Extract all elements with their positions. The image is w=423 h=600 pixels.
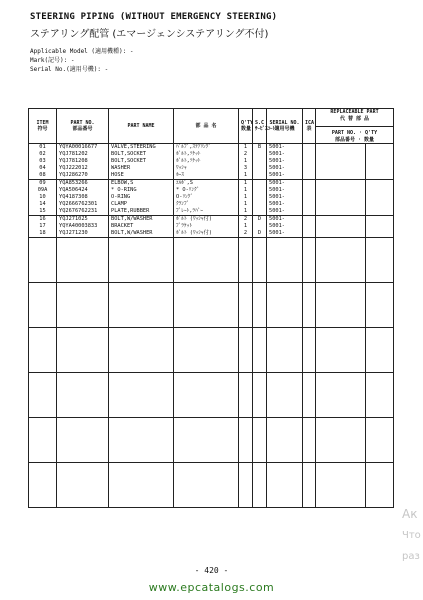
cell-serial-no: 5001- (267, 151, 303, 158)
empty-cell (57, 238, 109, 283)
empty-cell (29, 283, 57, 328)
cell-ica (303, 223, 316, 230)
empty-cell (366, 418, 394, 463)
empty-cell (303, 328, 316, 373)
empty-cell (109, 328, 174, 373)
empty-cell (316, 238, 366, 283)
cell-item: 14 (29, 201, 57, 208)
cell-serial-no: 5001- (267, 187, 303, 194)
header-replaceable-part: REPLACEABLE PART 代 替 部 品 PART NO. · Q'TY 部品番号 · 数量 (316, 109, 394, 144)
overlay-text-3: раз (402, 551, 420, 562)
cell-sc (253, 158, 267, 165)
cell-sc (253, 223, 267, 230)
empty-cell (267, 463, 303, 508)
empty-cell (316, 418, 366, 463)
cell-rp-qty (366, 165, 394, 172)
cell-ica (303, 180, 316, 188)
cell-ica (303, 172, 316, 180)
empty-cell (239, 238, 253, 283)
cell-sc (253, 208, 267, 216)
table-row (29, 151, 394, 158)
cell-part-name-jp: ﾎﾞﾙﾄ,ｿｹｯﾄ (174, 158, 239, 165)
empty-cell (366, 328, 394, 373)
empty-cell (366, 373, 394, 418)
parts-table (28, 108, 394, 508)
empty-cell (366, 238, 394, 283)
replaceable-subheader: PART NO. · Q'TY 部品番号 · 数量 (316, 126, 393, 143)
cell-rp-qty (366, 223, 394, 230)
cell-qty: 1 (239, 187, 253, 194)
cell-rp-part-no (316, 201, 366, 208)
cell-qty: 2 (239, 230, 253, 238)
empty-cell (109, 373, 174, 418)
cell-item: 09A (29, 187, 57, 194)
cell-part-name: PLATE,RUBBER (109, 208, 174, 216)
empty-cell (239, 283, 253, 328)
cell-rp-qty (366, 216, 394, 224)
empty-cell (267, 328, 303, 373)
empty-cell (57, 328, 109, 373)
cell-serial-no: 5001- (267, 144, 303, 152)
cell-part-name: CLAMP (109, 201, 174, 208)
cell-part-no: YQ2666762301 (57, 201, 109, 208)
empty-cell (29, 373, 57, 418)
empty-cell (253, 418, 267, 463)
cell-part-no: YQYA00016677 (57, 144, 109, 152)
cell-sc (253, 201, 267, 208)
cell-part-no: YQJ271025 (57, 216, 109, 224)
table-row (29, 201, 394, 208)
cell-item: 09 (29, 180, 57, 188)
cell-part-no: YQA853266 (57, 180, 109, 188)
empty-cell (316, 328, 366, 373)
table-row (29, 230, 394, 238)
cell-rp-part-no (316, 194, 366, 201)
cell-rp-qty (366, 158, 394, 165)
cell-part-name: * O-RING (109, 187, 174, 194)
empty-row-block (29, 418, 394, 463)
header-serial-no: SERIAL NO. 適用号機 (267, 109, 303, 144)
cell-serial-no: 5001- (267, 194, 303, 201)
cell-rp-qty (366, 208, 394, 216)
cell-sc (253, 151, 267, 158)
empty-cell (239, 328, 253, 373)
empty-cell (303, 283, 316, 328)
cell-sc (253, 165, 267, 172)
cell-serial-no: 5001- (267, 172, 303, 180)
cell-part-name: BOLT,W/WASHER (109, 230, 174, 238)
cell-ica (303, 187, 316, 194)
empty-cell (303, 373, 316, 418)
cell-part-name-jp: O-ﾘﾝｸﾞ (174, 194, 239, 201)
empty-cell (29, 328, 57, 373)
empty-cell (174, 283, 239, 328)
cell-qty: 1 (239, 201, 253, 208)
cell-part-name: VALVE,STEERING (109, 144, 174, 152)
cell-part-no: YQJ222012 (57, 165, 109, 172)
cell-rp-qty (366, 180, 394, 188)
cell-qty: 1 (239, 194, 253, 201)
cell-part-name-jp: ﾌﾞﾗｹｯﾄ (174, 223, 239, 230)
empty-cell (253, 238, 267, 283)
cell-sc (253, 172, 267, 180)
cell-item: 16 (29, 216, 57, 224)
overlay-text-2: Что (402, 530, 421, 541)
cell-part-no: YQ2676762231 (57, 208, 109, 216)
table-row (29, 158, 394, 165)
cell-rp-qty (366, 144, 394, 152)
cell-serial-no: 5001- (267, 230, 303, 238)
cell-part-name-jp: ﾎﾞﾙﾄ,ｿｹｯﾄ (174, 151, 239, 158)
header-item: ITEM 符号 (29, 109, 57, 144)
empty-cell (109, 238, 174, 283)
cell-part-name-jp: ﾎｰｽ (174, 172, 239, 180)
empty-cell (303, 238, 316, 283)
cell-item: 10 (29, 194, 57, 201)
empty-cell (109, 418, 174, 463)
cell-rp-part-no (316, 144, 366, 152)
empty-cell (57, 373, 109, 418)
empty-cell (174, 463, 239, 508)
cell-sc (253, 180, 267, 188)
cell-part-name: BOLT,SOCKET (109, 151, 174, 158)
cell-rp-part-no (316, 223, 366, 230)
empty-cell (239, 373, 253, 418)
empty-cell (267, 238, 303, 283)
cell-sc (253, 187, 267, 194)
cell-part-name: BRACKET (109, 223, 174, 230)
cell-part-name: BOLT,SOCKET (109, 158, 174, 165)
cell-part-name-jp: ﾎﾞﾙﾄ (ﾜｯｼｬ付) (174, 216, 239, 224)
overlay-text-1: Ак (402, 507, 418, 521)
empty-cell (253, 373, 267, 418)
cell-ica (303, 144, 316, 152)
empty-cell (316, 463, 366, 508)
empty-cell (109, 283, 174, 328)
cell-part-name: WASHER (109, 165, 174, 172)
cell-sc (253, 194, 267, 201)
page-title-japanese: ステアリング配管 (エマージェンシステアリング不付) (30, 29, 269, 40)
cell-qty: 1 (239, 180, 253, 188)
cell-rp-part-no (316, 216, 366, 224)
empty-cell (267, 283, 303, 328)
cell-part-name-jp: * O-ﾘﾝｸﾞ (174, 187, 239, 194)
header-ica: ICA 表 (303, 109, 316, 144)
cell-ica (303, 216, 316, 224)
page-title: STEERING PIPING (WITHOUT EMERGENCY STEERING) (30, 12, 278, 22)
empty-row-block (29, 328, 394, 373)
empty-cell (303, 418, 316, 463)
cell-part-name-jp: ﾜｯｼｬ (174, 165, 239, 172)
cell-item: 04 (29, 165, 57, 172)
cell-rp-qty (366, 151, 394, 158)
header-sc: S.C ｻｰﾋﾞｽｺｰﾄﾞ (253, 109, 267, 144)
cell-part-name: HOSE (109, 172, 174, 180)
cell-rp-part-no (316, 208, 366, 216)
empty-cell (57, 418, 109, 463)
cell-part-no: YQJ271230 (57, 230, 109, 238)
cell-part-no: YQ4187308 (57, 194, 109, 201)
cell-part-name-jp: ﾊﾞﾙﾌﾞ,ｽﾃｱﾘﾝｸﾞ (174, 144, 239, 152)
table-row (29, 223, 394, 230)
cell-serial-no: 5001- (267, 223, 303, 230)
cell-serial-no: 5001- (267, 180, 303, 188)
empty-cell (57, 283, 109, 328)
cell-ica (303, 151, 316, 158)
cell-rp-qty (366, 194, 394, 201)
empty-cell (29, 463, 57, 508)
cell-qty: 2 (239, 151, 253, 158)
cell-item: 02 (29, 151, 57, 158)
cell-part-name: BOLT,W/WASHER (109, 216, 174, 224)
empty-row-block (29, 373, 394, 418)
cell-part-name: ELBOW,S (109, 180, 174, 188)
cell-item: 03 (29, 158, 57, 165)
mark-label: Mark(記号): - (30, 57, 75, 64)
header-part-name: PART NAME (109, 109, 174, 144)
cell-rp-part-no (316, 172, 366, 180)
cell-qty: 3 (239, 165, 253, 172)
empty-cell (109, 463, 174, 508)
empty-cell (267, 418, 303, 463)
cell-ica (303, 165, 316, 172)
cell-serial-no: 5001- (267, 201, 303, 208)
cell-part-name-jp: ﾎﾞﾙﾄ (ﾜｯｼｬ付) (174, 230, 239, 238)
cell-part-no: YQJ286270 (57, 172, 109, 180)
empty-row-block (29, 463, 394, 508)
header-qty: Q'TY 数量 (239, 109, 253, 144)
empty-cell (253, 463, 267, 508)
empty-cell (174, 328, 239, 373)
cell-ica (303, 201, 316, 208)
cell-ica (303, 208, 316, 216)
cell-rp-part-no (316, 158, 366, 165)
cell-item: 01 (29, 144, 57, 152)
empty-cell (267, 373, 303, 418)
empty-cell (366, 283, 394, 328)
cell-ica (303, 158, 316, 165)
cell-sc: B (253, 144, 267, 152)
empty-cell (253, 328, 267, 373)
empty-cell (253, 283, 267, 328)
cell-rp-part-no (316, 180, 366, 188)
cell-serial-no: 5001- (267, 165, 303, 172)
cell-qty: 1 (239, 144, 253, 152)
empty-cell (239, 418, 253, 463)
cell-part-name-jp: ﾌﾟﾚｰﾄ,ﾗﾊﾞｰ (174, 208, 239, 216)
cell-part-no: YQYA40003833 (57, 223, 109, 230)
table-header-row (29, 109, 394, 144)
cell-sc: D (253, 230, 267, 238)
cell-qty: 1 (239, 172, 253, 180)
cell-ica (303, 194, 316, 201)
empty-cell (303, 463, 316, 508)
empty-cell (366, 463, 394, 508)
cell-rp-part-no (316, 187, 366, 194)
cell-rp-part-no (316, 230, 366, 238)
cell-part-name-jp: ｴﾙﾎﾞ,S (174, 180, 239, 188)
header-part-name-jp: 部 品 名 (174, 109, 239, 144)
cell-rp-qty (366, 201, 394, 208)
cell-qty: 1 (239, 158, 253, 165)
cell-part-no: YQJ781202 (57, 151, 109, 158)
cell-part-no: YQA506424 (57, 187, 109, 194)
cell-item: 15 (29, 208, 57, 216)
cell-item: 17 (29, 223, 57, 230)
empty-cell (316, 373, 366, 418)
cell-item: 18 (29, 230, 57, 238)
empty-cell (29, 238, 57, 283)
empty-cell (174, 238, 239, 283)
cell-rp-part-no (316, 151, 366, 158)
cell-rp-part-no (316, 165, 366, 172)
table-row (29, 144, 394, 152)
cell-qty: 1 (239, 223, 253, 230)
cell-part-name-jp: ｸﾗﾝﾌﾟ (174, 201, 239, 208)
table-row (29, 194, 394, 201)
cell-part-name: O-RING (109, 194, 174, 201)
empty-row-block (29, 238, 394, 283)
serial-label: Serial No.(適用号機): - (30, 66, 109, 73)
empty-cell (174, 373, 239, 418)
empty-row-block (29, 283, 394, 328)
header-part-no: PART NO. 部品番号 (57, 109, 109, 144)
cell-qty: 1 (239, 208, 253, 216)
table-row (29, 180, 394, 188)
cell-rp-qty (366, 187, 394, 194)
cell-qty: 2 (239, 216, 253, 224)
table-row (29, 208, 394, 216)
table-row (29, 187, 394, 194)
cell-sc: D (253, 216, 267, 224)
cell-ica (303, 230, 316, 238)
table-row (29, 172, 394, 180)
empty-cell (29, 418, 57, 463)
table-row (29, 165, 394, 172)
empty-cell (239, 463, 253, 508)
cell-serial-no: 5001- (267, 208, 303, 216)
page-number: - 420 - (194, 566, 229, 575)
cell-rp-qty (366, 172, 394, 180)
cell-serial-no: 5001- (267, 216, 303, 224)
applicable-model: Applicable Model (適用機種): - (30, 48, 134, 55)
cell-rp-qty (366, 230, 394, 238)
cell-serial-no: 5001- (267, 158, 303, 165)
cell-part-no: YQJ781208 (57, 158, 109, 165)
empty-cell (57, 463, 109, 508)
table-row (29, 216, 394, 224)
cell-item: 08 (29, 172, 57, 180)
watermark: www.epcatalogs.com (148, 581, 275, 594)
empty-cell (174, 418, 239, 463)
empty-cell (316, 283, 366, 328)
